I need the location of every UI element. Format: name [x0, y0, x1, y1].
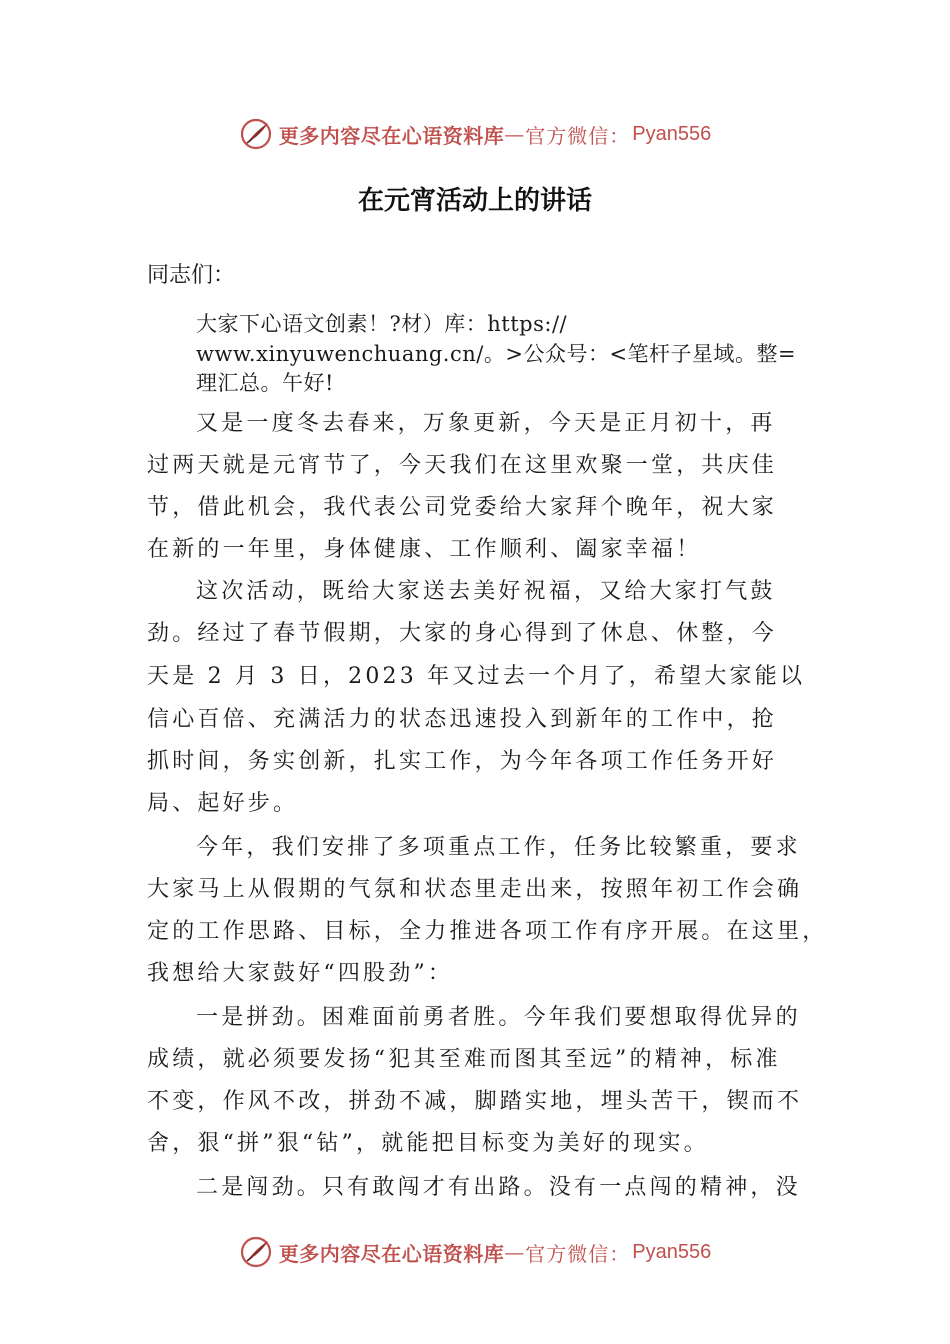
body-line: 这次活动，既给大家送去美好祝福，又给大家打气鼓 [196, 579, 776, 604]
notice-line-1: 大家下心语文创素！?材）库：https:// [196, 312, 568, 336]
body-line: 节，借此机会，我代表公司党委给大家拜个晚年，祝大家 [147, 495, 778, 520]
notice-line-2: www.xinyuwenchuang.cn/。>公众号：<笔杆子星域。整= [196, 342, 797, 366]
banner-wechat-id: Pyan556 [632, 122, 712, 145]
banner-main-text: 更多内容尽在心语资料库 [278, 1241, 505, 1266]
body-line: 舍，狠“拼”狠“钻”，就能把目标变为美好的现实。 [147, 1131, 709, 1156]
body-line: 成绩，就必须要发扬“犯其至难而图其至远”的精神，标准 [147, 1047, 781, 1072]
quill-logo-icon [239, 117, 273, 151]
body-line: 抓时间，务实创新，扎实工作，为今年各项工作任务开好 [147, 749, 778, 774]
header-banner [0, 114, 950, 154]
body-line: 一是拼劲。困难面前勇者胜。今年我们要想取得优异的 [196, 1005, 801, 1030]
body-line: 过两天就是元宵节了，今天我们在这里欢聚一堂，共庆佳 [147, 453, 778, 478]
body-line: 劲。经过了春节假期，大家的身心得到了休息、休整，今 [147, 621, 778, 646]
body-line: 今年，我们安排了多项重点工作，任务比较繁重，要求 [196, 835, 801, 860]
body-line: 天是 2 月 3 日，2023 年又过去一个月了，希望大家能以 [147, 664, 806, 689]
banner-dash: — [504, 1240, 526, 1264]
body-line: 信心百倍、充满活力的状态迅速投入到新年的工作中，抢 [147, 707, 778, 732]
banner-dash: — [504, 122, 526, 146]
body-line: 大家马上从假期的气氛和状态里走出来，按照年初工作会确 [147, 877, 803, 902]
greeting: 同志们： [147, 263, 236, 288]
body-line: 我想给大家鼓好“四股劲”： [147, 961, 454, 986]
notice-line-3: 理汇总。午好! [196, 371, 334, 395]
body-line: 二是闯劲。只有敢闯才有出路。没有一点闯的精神，没 [196, 1175, 801, 1200]
body-line: 定的工作思路、目标，全力推进各项工作有序开展。在这里， [147, 919, 828, 944]
footer-banner [0, 1232, 950, 1272]
banner-main-text: 更多内容尽在心语资料库 [278, 123, 505, 148]
body-line: 在新的一年里，身体健康、工作顺利、阖家幸福！ [147, 537, 702, 562]
body-line: 局、起好步。 [147, 791, 299, 816]
banner-wechat-id: Pyan556 [632, 1240, 712, 1263]
banner-sub-text: 官方微信： [525, 1241, 631, 1266]
document-title: 在元宵活动上的讲话 [357, 186, 592, 216]
body-line: 不变，作风不改，拼劲不减，脚踏实地，埋头苦干，锲而不 [147, 1089, 803, 1114]
banner-sub-text: 官方微信： [525, 123, 631, 148]
quill-logo-icon [239, 1235, 273, 1269]
body-line: 又是一度冬去春来，万象更新，今天是正月初十，再 [196, 411, 776, 436]
